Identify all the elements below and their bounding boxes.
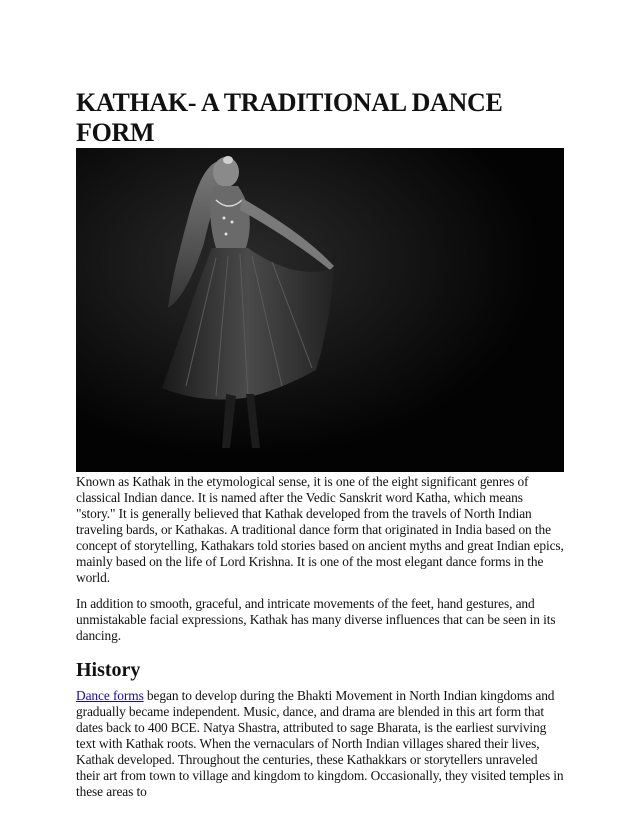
history-paragraph-text: began to develop during the Bhakti Movement in North Indian kingdoms and gradually became independent. Music, dance, and drama are blended in this art form that dates back to 400 BCE. Natya Shastra, attributed to sage Bharata, is the earliest surviving text with Kathak roots. When the vernaculars of North Indian villages shared their lives, Kathak developed. Throughout the centuries, these Kathakkars or storytellers unraveled their art from town to village and kingdom to kingdom. Occasionally, they visited temples in these areas to: [76, 688, 564, 799]
intro-paragraph: Known as Kathak in the etymological sense, it is one of the eight significant genres of classical Indian dance. It is named after the Vedic Sanskrit word Katha, which means "story." It is generally believed that Kathak developed from the travels of North Indian traveling bards, or Kathakas. A traditional dance form that originated in India based on the concept of storytelling, Kathakars told stories based on ancient myths and great Indian epics, mainly based on the life of Lord Krishna. It is one of the most elegant dance forms in the world.: [76, 474, 564, 585]
document-page: [76, 88, 564, 800]
history-heading: History: [76, 659, 141, 681]
dance-forms-link[interactable]: Dance forms: [76, 688, 144, 703]
history-paragraph: [76, 688, 564, 800]
kathak-dancer-photo: [76, 148, 564, 472]
page-title: KATHAK- A TRADITIONAL DANCE FORM: [76, 88, 503, 147]
dancer-silhouette-image: [76, 148, 564, 472]
influences-paragraph: In addition to smooth, graceful, and intricate movements of the feet, hand gestures, and unmistakable facial expressions, Kathak has many diverse influences that can be seen in its dancing.: [76, 596, 556, 643]
